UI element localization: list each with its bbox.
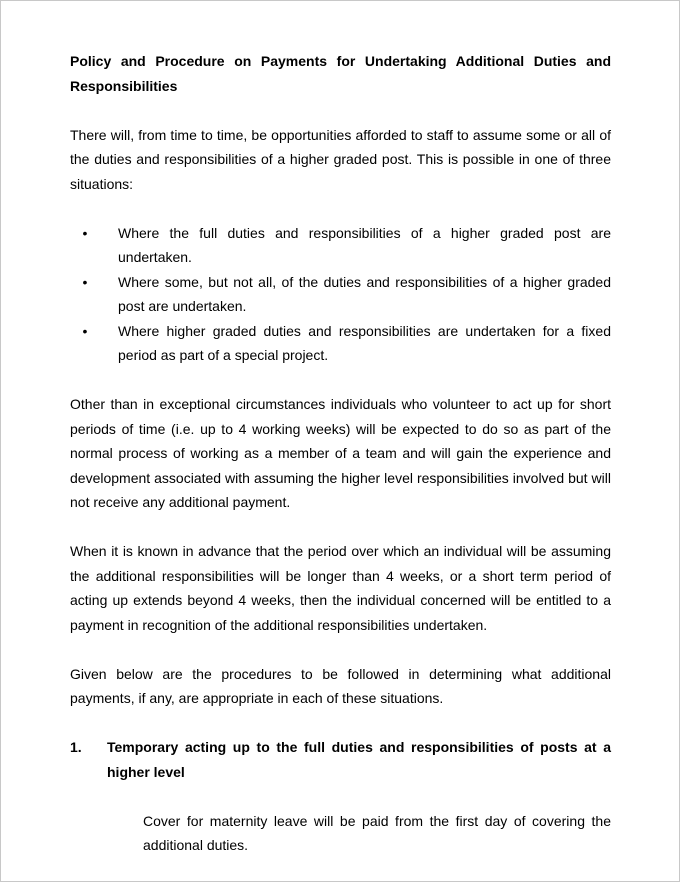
procedures-paragraph: Given below are the procedures to be followed in determining what additional payments, if any, are appropriate in each of these situations.	[70, 665, 611, 706]
section-body: Cover for maternity leave will be paid from the first day of covering the additional duties.	[143, 812, 611, 853]
list-item	[70, 221, 611, 270]
long-period-paragraph: When it is known in advance that the period over which an individual will be assuming the additional responsibilities will be longer than 4 weeks, or a short term period of acting up extends beyond 4 weeks, then the individual concerned will be entitled to a payment in recognition of the additional responsibilities undertaken.	[70, 543, 611, 633]
section-heading	[70, 735, 611, 784]
section-number: 1.	[70, 739, 82, 755]
short-period-paragraph: Other than in exceptional circumstances individuals who volunteer to act up for short periods of time (i.e. up to 4 working weeks) will be expected to do so as part of the normal process of working as a member of a team and will gain the experience and development associated with assuming the higher level responsibilities involved but will not receive any additional payment.	[70, 396, 611, 510]
bullet-icon: •	[82, 224, 88, 241]
list-item	[70, 270, 611, 319]
document-body	[70, 49, 611, 858]
bullet-icon: •	[82, 273, 88, 290]
situations-list	[70, 221, 611, 368]
list-item-text: Where higher graded duties and responsibilities are undertaken for a fixed period as part of a special project.	[118, 322, 611, 363]
intro-paragraph: There will, from time to time, be opportunities afforded to staff to assume some or all of the duties and responsibilities of a higher graded post. This is possible in one of three situations:	[70, 126, 611, 192]
list-item-text: Where some, but not all, of the duties and responsibilities of a higher graded post are undertaken.	[118, 273, 611, 314]
list-item	[70, 319, 611, 368]
bullet-icon: •	[82, 322, 88, 339]
section-heading-text: Temporary acting up to the full duties and responsibilities of posts at a higher level	[107, 739, 611, 780]
document-title: Policy and Procedure on Payments for Undertaking Additional Duties and Responsibilities	[70, 53, 611, 94]
list-item-text: Where the full duties and responsibilities of a higher graded post are undertaken.	[118, 224, 611, 265]
